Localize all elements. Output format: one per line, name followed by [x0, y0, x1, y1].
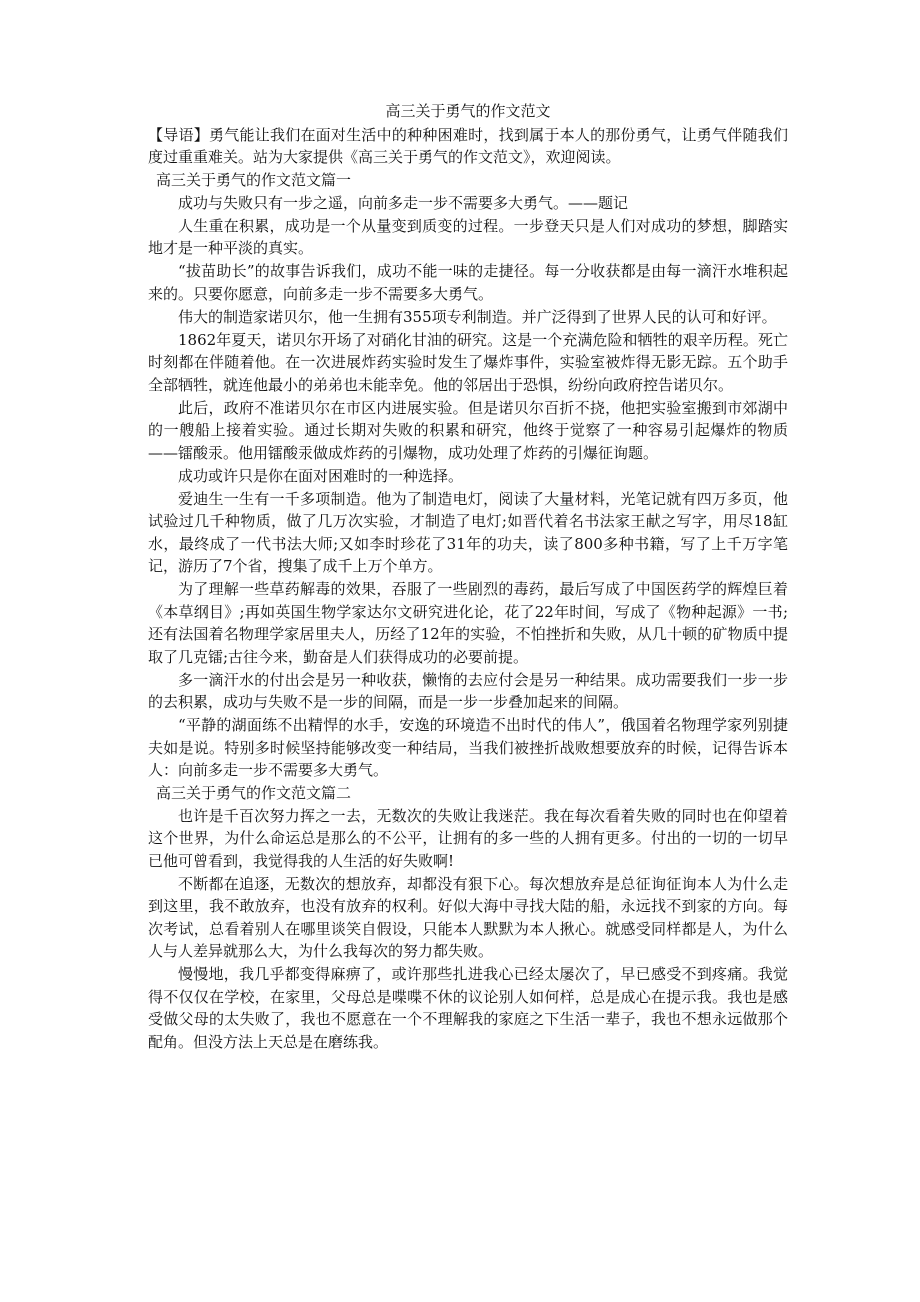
paragraph: 1862年夏天，诺贝尔开场了对硝化甘油的研究。这是一个充满危险和牺牲的艰辛历程。死亡时刻都在伴随着他。在一次进展炸药实验时发生了爆炸事件，实验室被炸得无影无踪。五个助手全部牺牲，就连他最小的弟弟也未能幸免。他的邻居出于恐惧，纷纷向政府控告诺贝尔。	[148, 330, 788, 394]
paragraph: 多一滴汗水的付出会是另一种收获，懒惰的去应付会是另一种结果。成功需要我们一步一步的去积累，成功与失败不是一步的间隔，而是一步一步叠加起来的间隔。	[148, 670, 788, 711]
paragraph: 此后，政府不准诺贝尔在市区内进展实验。但是诺贝尔百折不挠，他把实验室搬到市郊湖中的一艘船上接着实验。通过长期对失败的积累和研究，他终于觉察了一种容易引起爆炸的物质——镭酸汞。他用镭酸汞做成炸药的引爆物，成功处理了炸药的引爆征询题。	[148, 398, 788, 462]
intro-paragraph	[148, 124, 788, 169]
paragraph: 慢慢地，我几乎都变得麻痹了，或许那些扎进我心已经太屡次了，早已感受不到疼痛。我觉得不仅仅在学校，在家里，父母总是喋喋不休的议论别人如何样，总是成心在提示我。我也是感受做父母的太失败了，我也不愿意在一个不理解我的家庭之下生活一辈子，我也不想永远做那个配角。但没方法上天总是在磨练我。	[148, 965, 788, 1051]
paragraph: 爱迪生一生有一千多项制造。他为了制造电灯，阅读了大量材料，光笔记就有四万多页，他试验过几千种物质，做了几万次实验，才制造了电灯;如晋代着名书法家王献之写字，用尽18缸水，最终成了一代书法大师;又如李时珍花了31年的功夫，读了800多种书籍，写了上千万字笔记，游历了7个省，搜集了成千上万个单方。	[148, 489, 788, 575]
paragraph: 不断都在追逐，无数次的想放弃，却都没有狠下心。每次想放弃是总征询征询本人为什么走到这里，我不敢放弃，也没有放弃的权利。好似大海中寻找大陆的船，永远找不到家的方向。每次考试，总看着别人在哪里谈笑自假设，只能本人默默为本人揪心。就感受同样都是人，为什么人与人差异就那么大，为什么我每次的努力都失败。	[148, 874, 788, 960]
paragraph: 伟大的制造家诺贝尔，他一生拥有355项专利制造。并广泛得到了世界人民的认可和好评。	[178, 307, 777, 326]
intro-lead: 【导语】	[148, 125, 209, 144]
paragraph: 也许是千百次努力挥之一去，无数次的失败让我迷茫。我在每次看着失败的同时也在仰望着这个世界，为什么命运总是那么的不公平，让拥有的多一些的人拥有更多。付出的一切的一切早已他可曾看到，我觉得我的人生活的好失败啊!	[148, 806, 788, 870]
paragraph: “平静的湖面练不出精悍的水手，安逸的环境造不出时代的伟人”，俄国着名物理学家列别捷夫如是说。特别多时候坚持能够改变一种结局，当我们被挫折战败想要放弃的时候，记得告诉本人：向前多走一步不需要多大勇气。	[148, 716, 788, 779]
paragraph: 为了理解一些草药解毒的效果，吞服了一些剧烈的毒药，最后写成了中国医药学的辉煌巨着《本草纲目》;再如英国生物学家达尔文研究进化论，花了22年时间，写成了《物种起源》一书;还有法国着名物理学家居里夫人，历经了12年的实验，不怕挫折和失败，从几十顿的矿物质中提取了几克镭;古往今来，勤奋是人们获得成功的必要前提。	[148, 580, 788, 666]
section-heading: 高三关于勇气的作文范文篇二	[156, 784, 352, 802]
paragraph: “拔苗助长”的故事告诉我们，成功不能一味的走捷径。每一分收获都是由每一滴汗水堆积起来的。只要你愿意，向前多走一步不需要多大勇气。	[148, 262, 788, 303]
section-heading: 高三关于勇气的作文范文篇一	[156, 171, 352, 189]
document-body	[148, 100, 788, 1054]
paragraph: 人生重在积累，成功是一个从量变到质变的过程。一步登天只是人们对成功的梦想，脚踏实地才是一种平淡的真实。	[148, 216, 788, 257]
page-title: 高三关于勇气的作文范文	[385, 102, 551, 120]
intro-text: 勇气能让我们在面对生活中的种种困难时，找到属于本人的那份勇气，让勇气伴随我们度过重重难关。站为大家提供《高三关于勇气的作文范文》，欢迎阅读。	[148, 125, 788, 166]
paragraph: 成功与失败只有一步之遥，向前多走一步不需要多大勇气。——题记	[178, 193, 629, 212]
paragraph: 成功或许只是你在面对困难时的一种选择。	[178, 466, 464, 485]
